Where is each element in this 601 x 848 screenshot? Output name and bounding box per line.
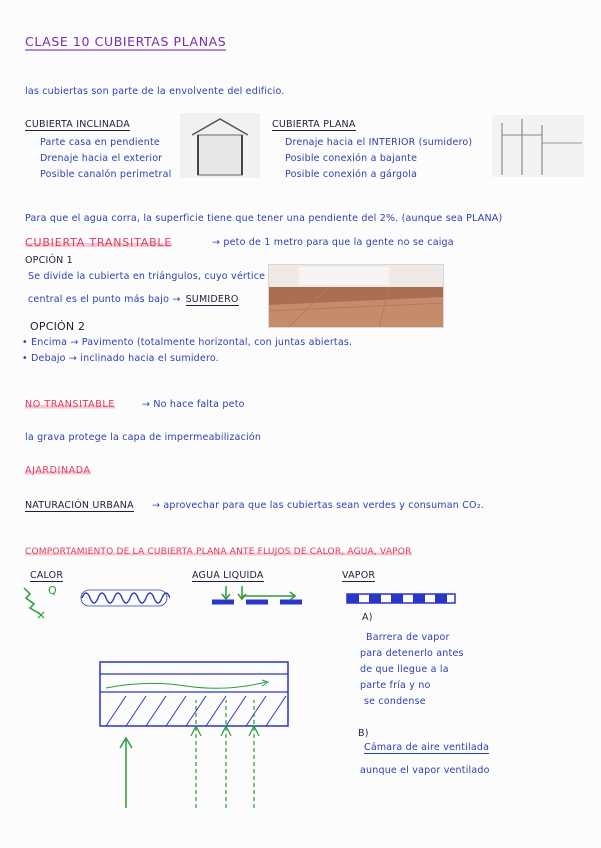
option-a-line: para detenerlo antes <box>360 648 464 659</box>
sumidero-emph: SUMIDERO <box>185 294 239 305</box>
inclinada-line: Parte casa en pendiente <box>40 137 160 148</box>
option-a-line: parte fría y no <box>360 680 431 691</box>
pendiente-text: Para que el agua corra, la superficie tiene que tener una pendiente del 2%. (aunque sea PLANA) <box>25 213 503 224</box>
flat-roof-sketch <box>492 115 584 177</box>
inclinada-heading: CUBIERTA INCLINADA <box>25 119 130 130</box>
roof-section-diagram <box>96 660 294 810</box>
comportamiento-heading: COMPORTAMIENTO DE LA CUBIERTA PLANA ANTE FLUJOS DE CALOR, AGUA, VAPOR <box>25 547 412 557</box>
option-b-line2: aunque el vapor ventilado <box>360 765 490 776</box>
plana-heading: CUBIERTA PLANA <box>272 119 356 130</box>
option-a-line: Barrera de vapor <box>366 632 450 643</box>
plana-line: Posible conexión a gárgola <box>285 169 418 180</box>
no-transitable-text: → No hace falta peto <box>142 399 245 410</box>
inclinada-line: Drenaje hacia el exterior <box>40 153 163 164</box>
grava-text: la grava protege la capa de impermeabilización <box>25 432 262 443</box>
ajardinada-heading: AJARDINADA <box>25 465 91 476</box>
q-label: Q <box>48 584 57 597</box>
option-b-label: B) <box>358 728 369 739</box>
option-a-line: de que llegue a la <box>360 664 449 675</box>
opcion1-label: OPCIÓN 1 <box>25 255 73 266</box>
opcion2-label: OPCIÓN 2 <box>30 320 86 333</box>
opcion1-line2-text: central es el punto más bajo → <box>28 294 181 305</box>
opcion2-line: • Encima → Pavimento (totalmente horizontal, con juntas abiertas. <box>22 337 353 348</box>
opcion1-line: Se divide la cubierta en triángulos, cuyo vértice <box>28 271 266 282</box>
transitable-text: → peto de 1 metro para que la gente no se caiga <box>212 237 454 248</box>
option-a-line: se condense <box>364 696 426 707</box>
naturacion-heading: NATURACIÓN URBANA <box>25 500 134 511</box>
naturacion-text: → aprovechar para que las cubiertas sean verdes y consuman CO₂. <box>152 500 484 511</box>
intro-text: las cubiertas son parte de la envolvente del edificio. <box>25 86 285 97</box>
option-a-label: A) <box>362 612 373 623</box>
inclinada-line: Posible canalón perimetral <box>40 169 172 180</box>
vapor-barrier-bar <box>346 593 458 605</box>
transitable-heading: CUBIERTA TRANSITABLE <box>25 236 173 249</box>
water-flow-diagram <box>208 584 318 612</box>
calor-label: CALOR <box>30 570 64 581</box>
insulation-coil-icon <box>80 588 170 608</box>
no-transitable-heading: NO TRANSITABLE <box>25 399 115 410</box>
plana-line: Drenaje hacia el INTERIOR (sumidero) <box>285 137 473 148</box>
plana-line: Posible conexión a bajante <box>285 153 418 164</box>
agua-label: AGUA LIQUIDA <box>192 570 264 581</box>
house-sketch <box>180 113 260 178</box>
terrace-photo <box>268 264 444 328</box>
page-title: CLASE 10 CUBIERTAS PLANAS <box>25 34 227 49</box>
option-b-line1: Cámara de aire ventilada <box>364 742 490 753</box>
vapor-label: VAPOR <box>342 570 376 581</box>
opcion2-line: • Debajo → inclinado hacia el sumidero. <box>22 353 219 364</box>
opcion1-line2 <box>28 287 239 306</box>
